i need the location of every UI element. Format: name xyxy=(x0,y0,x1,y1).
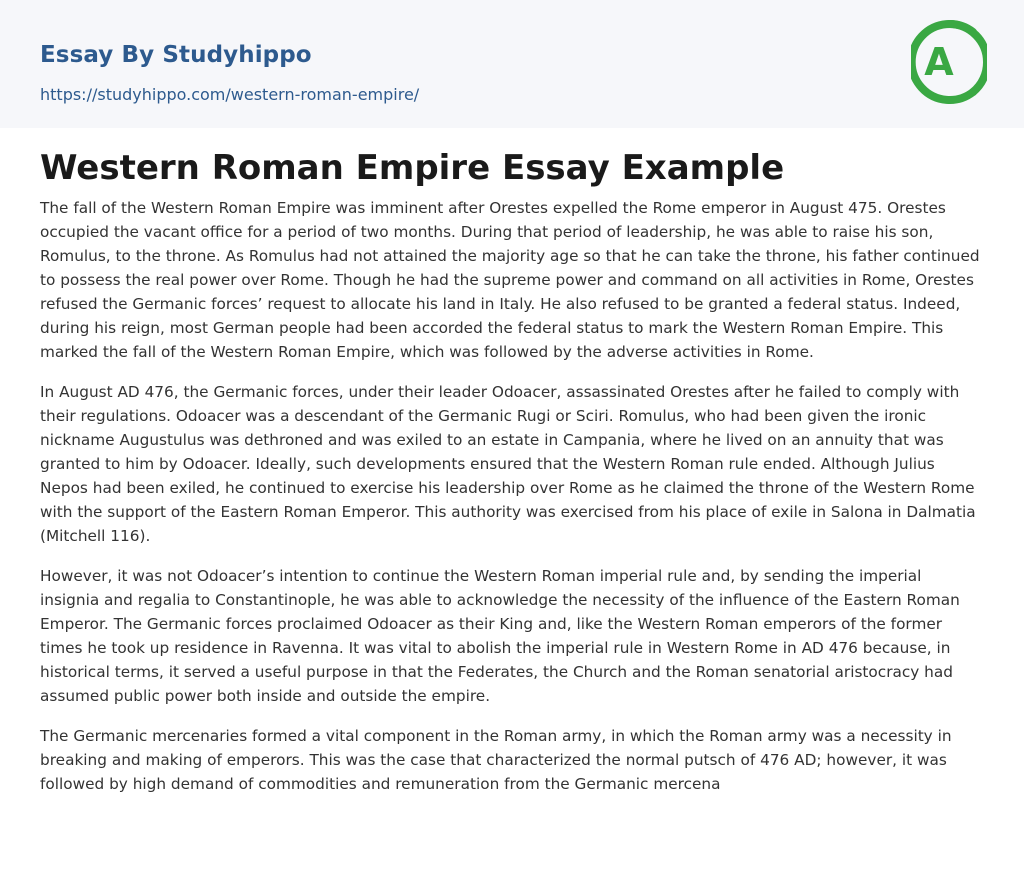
article-content xyxy=(40,148,985,812)
studyhippo-a-logo-icon[interactable] xyxy=(911,18,987,106)
site-header xyxy=(0,0,1024,128)
site-brand[interactable]: Essay By Studyhippo xyxy=(40,42,312,68)
article-paragraph: In August AD 476, the Germanic forces, under their leader Odoacer, assassinated Orestes after he failed to comply with their regulations. Odoacer was a descendant of the Germanic Rugi or Sciri. Romulus, who had been given the ironic nickname Augustulus was dethroned and was exiled to an estate in Campania, where he lived on an annuity that was granted to him by Odoacer. Ideally, such developments ensured that the Western Roman rule ended. Although Julius Nepos had been exiled, he continued to exercise his leadership over Rome as he claimed the throne of the Western Rome with the support of the Eastern Roman Emperor. This authority was exercised from his place of exile in Salona in Dalmatia (Mitchell 116). xyxy=(40,383,976,545)
article-paragraph: The Germanic mercenaries formed a vital component in the Roman army, in which the Roman army was a necessity in breaking and making of emperors. This was the case that characterized the normal putsch of 476 AD; however, it was followed by high demand of commodities and remuneration from the Germanic mercena xyxy=(40,727,952,793)
article-title: Western Roman Empire Essay Example xyxy=(40,148,785,188)
page-url-link[interactable]: https://studyhippo.com/western-roman-empire/ xyxy=(40,85,420,104)
logo-letter: A xyxy=(924,40,954,84)
article-paragraph: However, it was not Odoacer’s intention to continue the Western Roman imperial rule and, by sending the imperial insignia and regalia to Constantinople, he was able to acknowledge the necessity of the influence of the Eastern Roman Emperor. The Germanic forces proclaimed Odoacer as their King and, like the Western Roman emperors of the former times he took up residence in Ravenna. It was vital to abolish the imperial rule in Western Rome in AD 476 because, in historical terms, it served a useful purpose in that the Federates, the Church and the Roman senatorial aristocracy had assumed public power both inside and outside the empire. xyxy=(40,567,960,705)
article-paragraph: The fall of the Western Roman Empire was imminent after Orestes expelled the Rome emperor in August 475. Orestes occupied the vacant office for a period of two months. During that period of leadership, he was able to raise his son, Romulus, to the throne. As Romulus had not attained the majority age so that he can take the throne, his father continued to possess the real power over Rome. Though he had the supreme power and command on all activities in Rome, Orestes refused the Germanic forces’ request to allocate his land in Italy. He also refused to be granted a federal status. Indeed, during his reign, most German people had been accorded the federal status to mark the Western Roman Empire. This marked the fall of the Western Roman Empire, which was followed by the adverse activities in Rome. xyxy=(40,199,980,361)
